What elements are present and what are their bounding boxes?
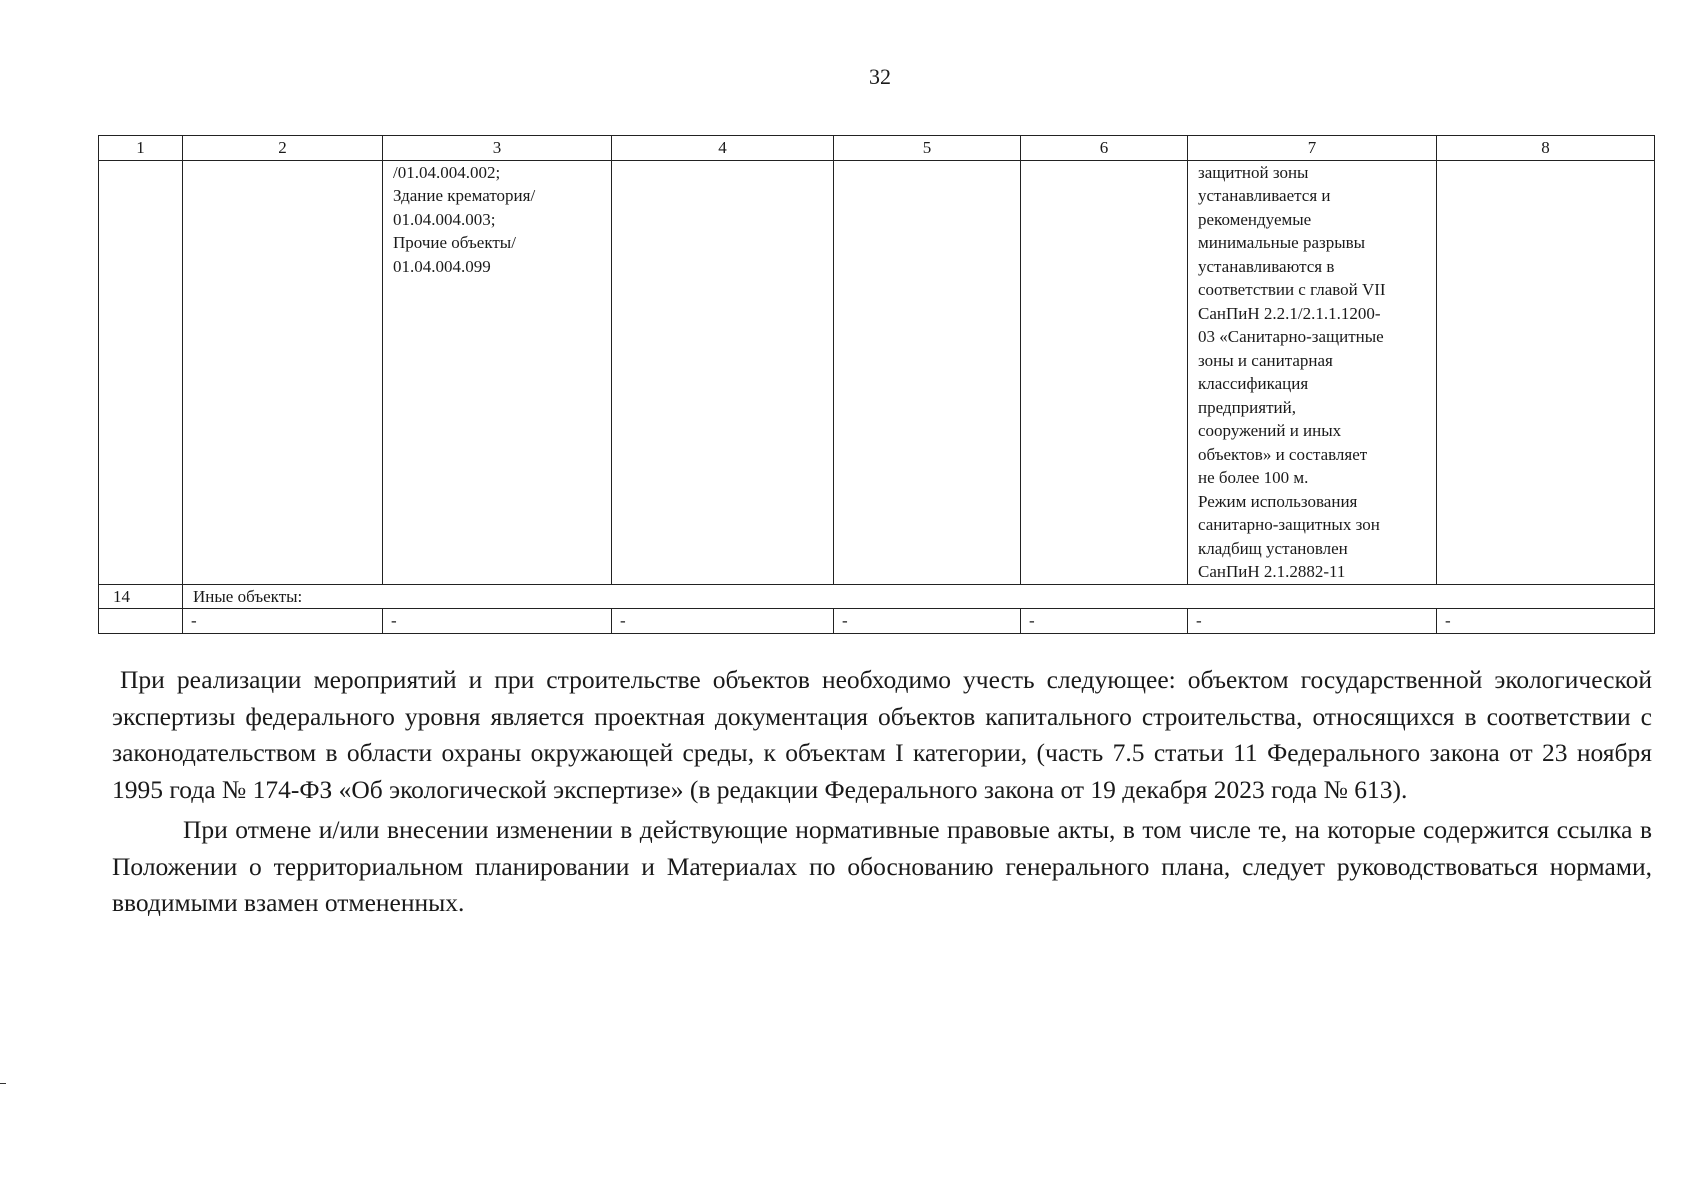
table-cell bbox=[99, 160, 183, 584]
table-cell: - bbox=[834, 609, 1021, 634]
header-cell: 8 bbox=[1437, 136, 1655, 161]
table-cell: - bbox=[383, 609, 612, 634]
table-cell: - bbox=[1021, 609, 1188, 634]
table-cell bbox=[612, 160, 834, 584]
notes-section bbox=[112, 662, 1652, 926]
table-header-row bbox=[99, 136, 1655, 161]
table-cell bbox=[99, 609, 183, 634]
header-cell: 5 bbox=[834, 136, 1021, 161]
table-cell bbox=[183, 160, 383, 584]
header-cell: 1 bbox=[99, 136, 183, 161]
table-group-row bbox=[99, 584, 1655, 609]
table-cell bbox=[1021, 160, 1188, 584]
group-number-cell: 14 bbox=[99, 584, 183, 609]
table-cell: - bbox=[1188, 609, 1437, 634]
objects-table bbox=[98, 135, 1655, 634]
header-cell: 4 bbox=[612, 136, 834, 161]
table-cell: - bbox=[1437, 609, 1655, 634]
header-cell: 6 bbox=[1021, 136, 1188, 161]
object-codes-cell: /01.04.004.002; Здание крематория/ 01.04.004.003; Прочие объекты/ 01.04.004.099 bbox=[383, 160, 612, 584]
table-cell: - bbox=[612, 609, 834, 634]
table-cell bbox=[834, 160, 1021, 584]
margin-mark bbox=[0, 1083, 6, 1084]
header-cell: 3 bbox=[383, 136, 612, 161]
note-paragraph: При отмене и/или внесении изменении в действующие нормативные правовые акты, в том числе те, на которые содержится ссылка в Положении о территориальном планировании и Материалах по обоснованию генерального плана, следует руководствоваться нормами, вводимыми взамен отмененных. bbox=[112, 815, 1652, 917]
page-number: 32 bbox=[869, 64, 891, 89]
header-cell: 2 bbox=[183, 136, 383, 161]
group-label-cell: Иные объекты: bbox=[183, 584, 1655, 609]
table-row bbox=[99, 160, 1655, 584]
table-row bbox=[99, 609, 1655, 634]
sanitary-zone-note-cell: защитной зоны устанавливается и рекомендуемые минимальные разрывы устанавливаются в соответствии с главой VII СанПиН 2.2.1/2.1.1.1200- 03 «Санитарно-защитные зоны и санитарная классификация предприятий, сооружений и иных объектов» и составляет не более 100 м. Режим использования санитарно-защитных зон кладбищ установлен СанПиН 2.1.2882-11 bbox=[1188, 160, 1437, 584]
header-cell: 7 bbox=[1188, 136, 1437, 161]
table-cell: - bbox=[183, 609, 383, 634]
note-paragraph: При реализации мероприятий и при строительстве объектов необходимо учесть следующее: объектом государственной экологической экспертизы федерального уровня является проектная документация объектов капитального строительства, относящихся в соответствии с законодательством в области охраны окружающей среды, к объектам I категории, (часть 7.5 статьи 11 Федерального закона от 23 ноября 1995 года № 174-ФЗ «Об экологической экспертизе» (в редакции Федерального закона от 19 декабря 2023 года № 613). bbox=[112, 665, 1652, 804]
objects-table-container bbox=[98, 135, 1654, 634]
table-cell bbox=[1437, 160, 1655, 584]
